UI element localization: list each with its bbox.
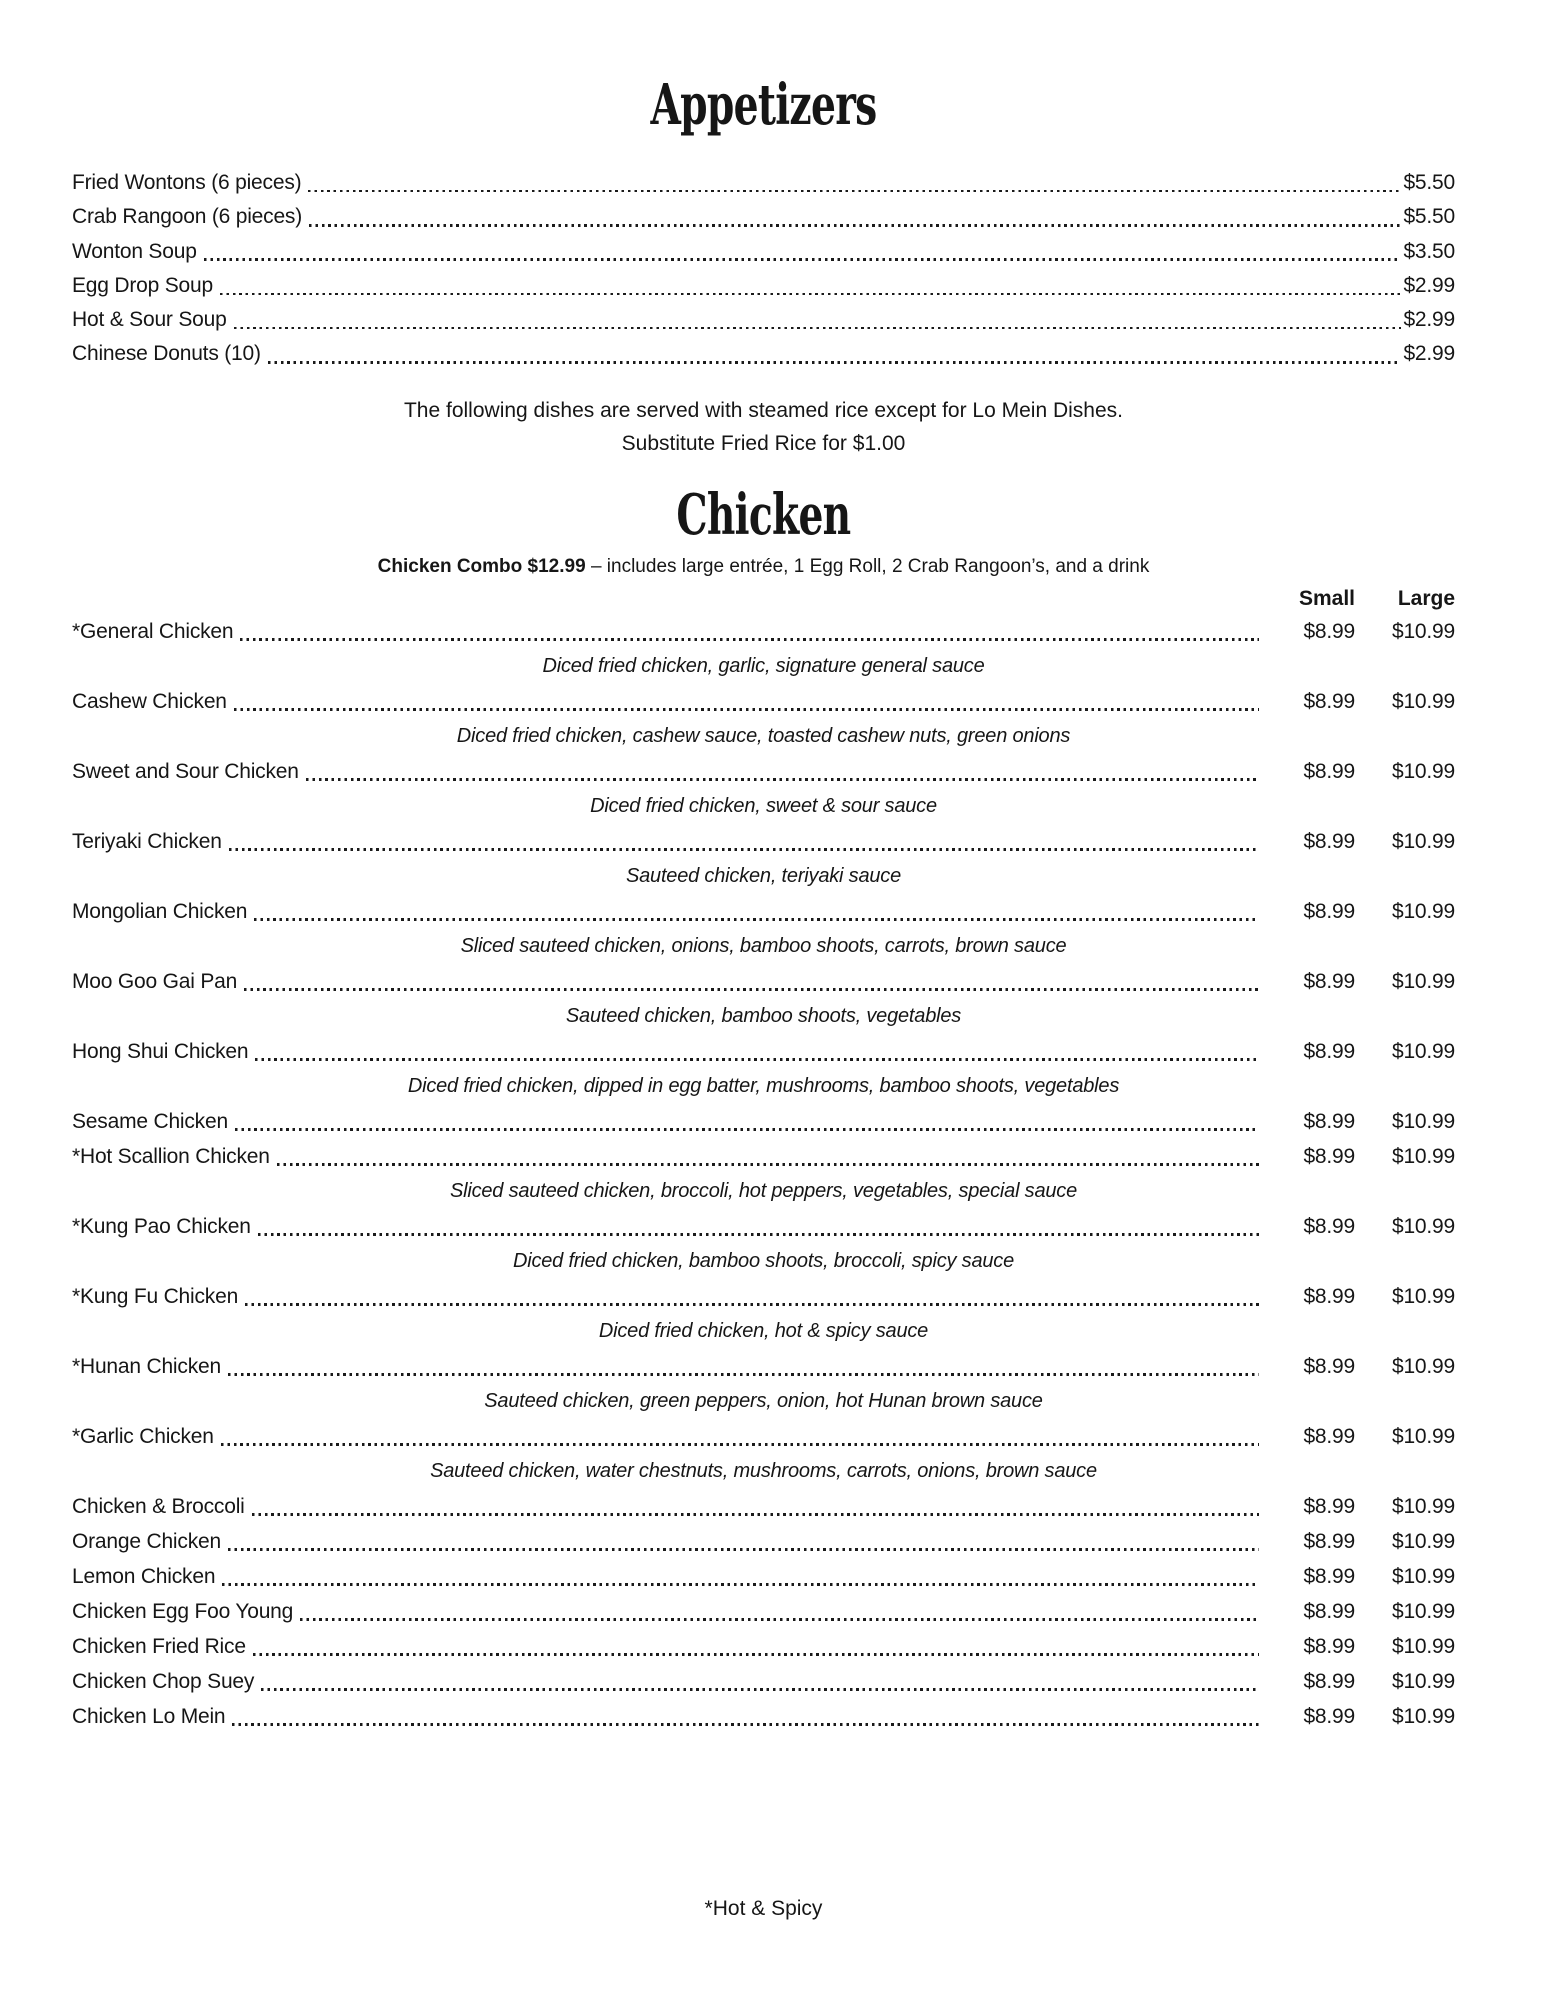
menu-item-row — [72, 614, 1455, 649]
item-price: $5.50 — [1403, 205, 1455, 229]
hot-spicy-footnote: *Hot & Spicy — [704, 1896, 823, 1920]
item-price-large: $10.99 — [1391, 969, 1455, 993]
menu-item-row — [72, 964, 1455, 999]
item-price-small: $8.99 — [1303, 1494, 1355, 1518]
menu-item-row — [72, 1629, 1455, 1664]
item-description: Sauteed chicken, teriyaki sauce — [625, 864, 902, 887]
rice-notice-line2: Substitute Fried Rice for $1.00 — [621, 431, 906, 455]
menu-item-row — [72, 1419, 1455, 1454]
column-header-large: Large — [1397, 586, 1455, 610]
item-description: Diced fried chicken, dipped in egg batter, mushrooms, bamboo shoots, vegetables — [407, 1074, 1120, 1097]
item-price-large: $10.99 — [1391, 829, 1455, 853]
item-price-large: $10.99 — [1391, 689, 1455, 713]
dot-leader — [214, 1419, 1271, 1454]
item-description: Sliced sauteed chicken, onions, bamboo shoots, carrots, brown sauce — [460, 934, 1067, 957]
item-name: Sesame Chicken — [72, 1109, 228, 1133]
item-price: $3.50 — [1403, 239, 1455, 263]
dot-leader — [238, 1279, 1271, 1314]
item-name: Mongolian Chicken — [72, 899, 248, 923]
item-price-small: $8.99 — [1303, 1529, 1355, 1553]
item-name: Hong Shui Chicken — [72, 1039, 249, 1063]
item-price-small: $8.99 — [1303, 1284, 1355, 1308]
item-price-small: $8.99 — [1303, 1039, 1355, 1063]
item-name: Cashew Chicken — [72, 689, 227, 713]
item-name: *General Chicken — [72, 619, 234, 643]
menu-item-row — [72, 1524, 1455, 1559]
appetizers-section-title — [72, 72, 1455, 138]
item-name: *Kung Fu Chicken — [72, 1284, 239, 1308]
dot-leader — [261, 337, 1404, 371]
menu-item-row — [72, 235, 1455, 269]
item-price: $2.99 — [1403, 308, 1455, 332]
chicken-combo-bold: Chicken Combo $12.99 — [377, 555, 586, 577]
item-name: Chicken & Broccoli — [72, 1494, 245, 1518]
appetizers-title-text: Appetizers — [650, 72, 877, 138]
item-name: Crab Rangoon (6 pieces) — [72, 205, 303, 229]
item-price-large: $10.99 — [1391, 899, 1455, 923]
chicken-section-title — [72, 481, 1455, 548]
item-description: Sauteed chicken, bamboo shoots, vegetables — [565, 1004, 962, 1027]
item-name: Moo Goo Gai Pan — [72, 969, 238, 993]
item-price-large: $10.99 — [1391, 1144, 1455, 1168]
item-description: Sauteed chicken, water chestnuts, mushrooms, carrots, onions, brown sauce — [430, 1459, 1097, 1482]
rice-notice-line1: The following dishes are served with steamed rice except for Lo Mein Dishes. — [403, 398, 1123, 422]
dot-leader — [237, 964, 1271, 999]
dot-leader — [245, 1489, 1271, 1524]
item-description: Diced fried chicken, hot & spicy sauce — [598, 1319, 929, 1342]
item-price-large: $10.99 — [1391, 1214, 1455, 1238]
item-price-large: $10.99 — [1391, 1284, 1455, 1308]
item-price-large: $10.99 — [1391, 1564, 1455, 1588]
item-price-small: $8.99 — [1303, 969, 1355, 993]
item-name: Wonton Soup — [72, 239, 197, 263]
item-name: Orange Chicken — [72, 1529, 221, 1553]
item-name: Egg Drop Soup — [72, 273, 213, 297]
item-name: Chicken Chop Suey — [72, 1669, 255, 1693]
menu-item-row — [72, 166, 1455, 200]
size-header-spacer — [72, 584, 1271, 614]
item-name: Chinese Donuts (10) — [72, 342, 261, 366]
menu-item-row — [72, 894, 1455, 929]
menu-item-row — [72, 1699, 1455, 1734]
dot-leader — [227, 684, 1271, 719]
item-price-large: $10.99 — [1391, 759, 1455, 783]
dot-leader — [228, 1104, 1271, 1139]
item-name: *Hunan Chicken — [72, 1354, 221, 1378]
menu-item-row — [72, 1209, 1455, 1244]
item-description: Diced fried chicken, garlic, signature general sauce — [542, 654, 985, 677]
dot-leader — [301, 166, 1403, 200]
column-header-small: Small — [1298, 586, 1355, 610]
dot-leader — [213, 269, 1403, 303]
dot-leader — [221, 1349, 1271, 1384]
dot-leader — [251, 1209, 1271, 1244]
item-name: *Garlic Chicken — [72, 1424, 214, 1448]
item-price-large: $10.99 — [1391, 1354, 1455, 1378]
menu-item-row — [72, 1034, 1455, 1069]
item-price-small: $8.99 — [1303, 1599, 1355, 1623]
dot-leader — [197, 235, 1404, 269]
item-description: Diced fried chicken, cashew sauce, toasted cashew nuts, green onions — [456, 724, 1071, 747]
item-description: Sauteed chicken, green peppers, onion, hot Hunan brown sauce — [484, 1389, 1043, 1412]
menu-item-row — [72, 1139, 1455, 1174]
item-name: Hot & Sour Soup — [72, 308, 227, 332]
item-price-large: $10.99 — [1391, 1424, 1455, 1448]
dot-leader — [221, 1524, 1271, 1559]
menu-item-row — [72, 1664, 1455, 1699]
item-price-small: $8.99 — [1303, 689, 1355, 713]
dot-leader — [293, 1594, 1271, 1629]
menu-item-row — [72, 303, 1455, 337]
item-price-large: $10.99 — [1391, 1634, 1455, 1658]
item-price-large: $10.99 — [1391, 1669, 1455, 1693]
menu-item-row — [72, 754, 1455, 789]
menu-item-row — [72, 1594, 1455, 1629]
dot-leader — [254, 1664, 1271, 1699]
item-price-small: $8.99 — [1303, 1109, 1355, 1133]
menu-item-row — [72, 824, 1455, 859]
item-price-small: $8.99 — [1303, 899, 1355, 923]
item-name: Teriyaki Chicken — [72, 829, 222, 853]
menu-item-row — [72, 684, 1455, 719]
dot-leader — [248, 1034, 1271, 1069]
menu-item-row — [72, 200, 1455, 234]
item-name: Chicken Fried Rice — [72, 1634, 246, 1658]
dot-leader — [227, 303, 1404, 337]
item-price-large: $10.99 — [1391, 619, 1455, 643]
item-price: $5.50 — [1403, 171, 1455, 194]
item-price-small: $8.99 — [1303, 1214, 1355, 1238]
item-price-large: $10.99 — [1391, 1704, 1455, 1728]
size-column-headers — [72, 584, 1455, 614]
item-price-large: $10.99 — [1391, 1529, 1455, 1553]
dot-leader — [246, 1629, 1271, 1664]
item-description: Sliced sauteed chicken, broccoli, hot peppers, vegetables, special sauce — [449, 1179, 1078, 1202]
item-price-small: $8.99 — [1303, 759, 1355, 783]
item-price-small: $8.99 — [1303, 1564, 1355, 1588]
rice-notice — [72, 394, 1455, 460]
item-price-small: $8.99 — [1303, 1704, 1355, 1728]
item-price-large: $10.99 — [1391, 1599, 1455, 1623]
chicken-title-text: Chicken — [676, 481, 851, 548]
chicken-combo-rest: – includes large entrée, 1 Egg Roll, 2 Crab Rangoon’s, and a drink — [585, 555, 1150, 577]
item-price-large: $10.99 — [1391, 1109, 1455, 1133]
item-price-small: $8.99 — [1303, 1669, 1355, 1693]
menu-item-row — [72, 269, 1455, 303]
item-name: *Hot Scallion Chicken — [72, 1144, 270, 1168]
menu-item-row — [72, 1489, 1455, 1524]
item-price-large: $10.99 — [1391, 1494, 1455, 1518]
item-name: Sweet and Sour Chicken — [72, 759, 299, 783]
menu-item-row — [72, 1349, 1455, 1384]
item-description: Diced fried chicken, sweet & sour sauce — [590, 794, 937, 817]
dot-leader — [247, 894, 1271, 929]
dot-leader — [215, 1559, 1271, 1594]
dot-leader — [225, 1699, 1271, 1734]
item-price-small: $8.99 — [1303, 1424, 1355, 1448]
dot-leader — [222, 824, 1271, 859]
menu-item-row — [72, 1279, 1455, 1314]
dot-leader — [233, 614, 1271, 649]
item-name: Chicken Lo Mein — [72, 1704, 226, 1728]
item-price-small: $8.99 — [1303, 1354, 1355, 1378]
item-price-small: $8.99 — [1303, 619, 1355, 643]
appetizers-list — [72, 166, 1455, 372]
item-name: Fried Wontons (6 pieces) — [72, 171, 302, 194]
item-description: Diced fried chicken, bamboo shoots, broccoli, spicy sauce — [512, 1249, 1015, 1272]
dot-leader — [299, 754, 1271, 789]
item-price: $2.99 — [1403, 342, 1455, 366]
dot-leader — [302, 200, 1403, 234]
item-price-small: $8.99 — [1303, 829, 1355, 853]
item-name: *Kung Pao Chicken — [72, 1214, 251, 1238]
menu-item-row — [72, 337, 1455, 371]
dot-leader — [270, 1139, 1271, 1174]
item-price-small: $8.99 — [1303, 1144, 1355, 1168]
item-name: Lemon Chicken — [72, 1564, 216, 1588]
menu-item-row — [72, 1104, 1455, 1139]
item-price-large: $10.99 — [1391, 1039, 1455, 1063]
chicken-combo-note — [72, 554, 1455, 580]
item-price-small: $8.99 — [1303, 1634, 1355, 1658]
item-price: $2.99 — [1403, 273, 1455, 297]
chicken-list — [72, 614, 1455, 1734]
item-name: Chicken Egg Foo Young — [72, 1599, 294, 1623]
menu-item-row — [72, 1559, 1455, 1594]
